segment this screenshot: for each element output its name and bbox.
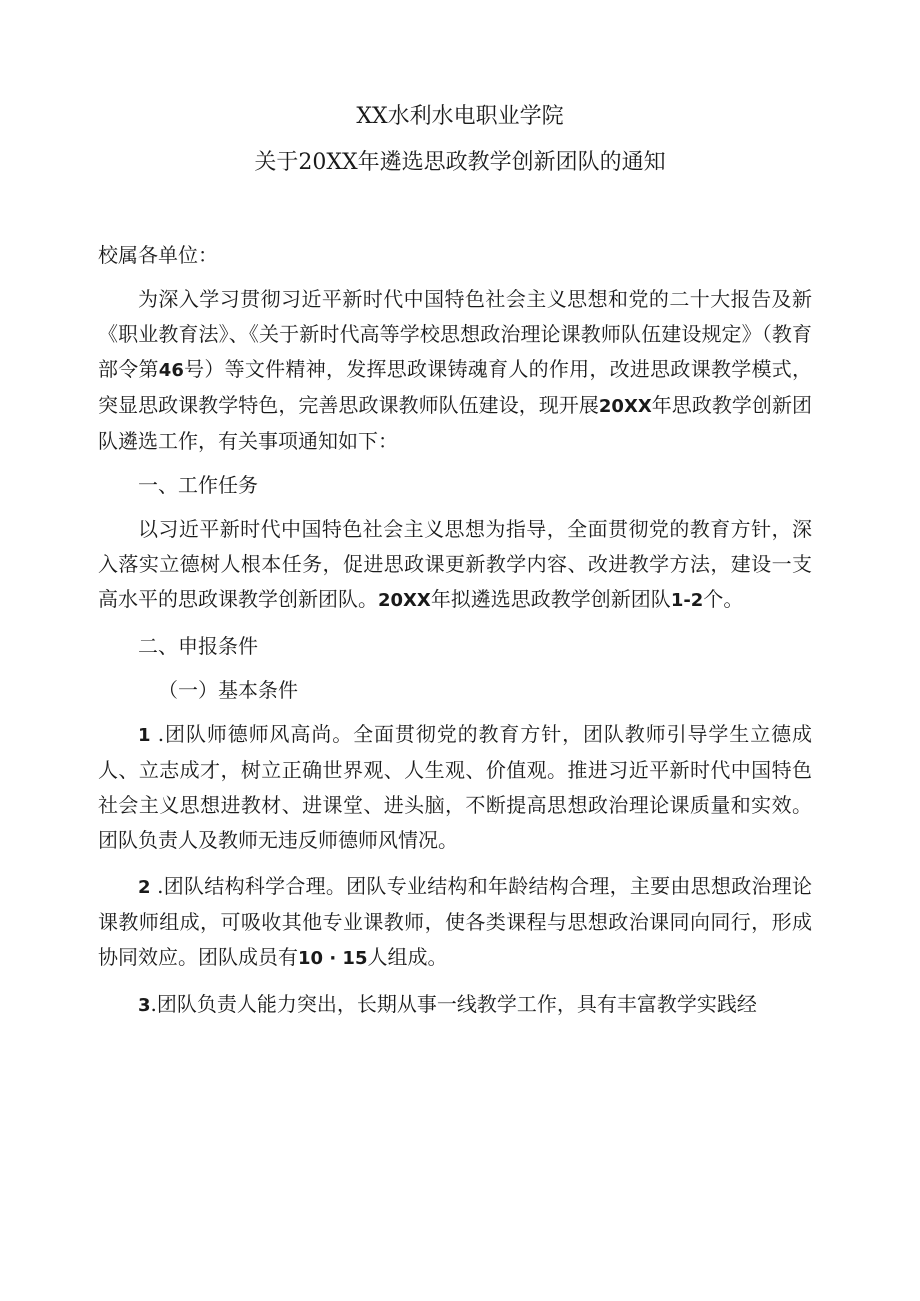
condition-item-2-text-a: .团队结构科学合理。团队专业结构和年龄结构合理，主要由思想政治理论课教师组成，可吸收其他专业课教师，使各类课程与思想政治课同向同行，形成协同效应。团队成员有 — [98, 874, 812, 969]
section1-paragraph — [98, 512, 812, 618]
condition-item-2-member-range: 10 · 15 — [298, 948, 368, 969]
condition-item-3-number: 3 — [138, 995, 151, 1016]
condition-item-1 — [98, 717, 812, 858]
section2-heading: 二、申报条件 — [138, 634, 258, 658]
salutation: 校属各单位： — [98, 243, 218, 267]
intro-order-number: 46 — [158, 360, 184, 381]
section1-year: 20XX — [378, 590, 431, 611]
intro-year: 20XX — [598, 396, 652, 417]
section1-text2: 年拟遴选思政教学创新团队 — [430, 587, 671, 611]
condition-item-3 — [98, 987, 812, 1023]
section1-text1: 以习近平新时代中国特色社会主义思想为指导，全面贯彻党的教育方针，深入落实立德树人根本任务，促进思政课更新教学内容、改进教学方法，建设一支高水平的思政课教学创新团队。 — [98, 517, 812, 611]
document-body — [98, 238, 812, 1023]
intro-text-part3: 年思政教学创新团队遴选工作，有关事项通知如下： — [98, 393, 813, 453]
subsection-basic-conditions: （一）基本条件 — [158, 678, 298, 702]
condition-item-1-number: 1 — [138, 725, 151, 746]
condition-item-1-text: .团队师德师风高尚。全面贯彻党的教育方针，团队教师引导学生立德成人、立志成才，树立正确世界观、人生观、价值观。推进习近平新时代中国特色社会主义思想进教材、进课堂、进头脑，不断提高思想政治理论课质量和实效。团队负责人及教师无违反师德师风情况。 — [98, 722, 812, 852]
notice-title: 关于20XX年遴选思政教学创新团队的通知 — [254, 150, 666, 175]
intro-text-part1: 为深入学习贯彻习近平新时代中国特色社会主义思想和党的二十大报告及新《职业教育法》、《关于新时代高等学校思想政治理论课教师队伍建设规定》（教育部令第 — [98, 287, 812, 381]
condition-item-2 — [98, 869, 812, 976]
condition-item-2-text-b: 人组成。 — [367, 945, 448, 969]
school-name-title: XX水利水电职业学院 — [356, 104, 564, 129]
intro-paragraph — [98, 282, 812, 459]
intro-text-part2: 号）等文件精神，发挥思政课铸魂育人的作用，改进思政课教学模式，突显思政课教学特色，完善思政课教师队伍建设，现开展 — [98, 357, 813, 417]
section1-text3: 个。 — [703, 587, 744, 611]
section1-team-range: 1-2 — [670, 590, 704, 611]
condition-item-3-text: .团队负责人能力突出，长期从事一线教学工作，具有丰富教学实践经 — [150, 992, 757, 1016]
condition-item-2-number: 2 — [138, 877, 151, 898]
section1-heading: 一、工作任务 — [138, 473, 258, 497]
